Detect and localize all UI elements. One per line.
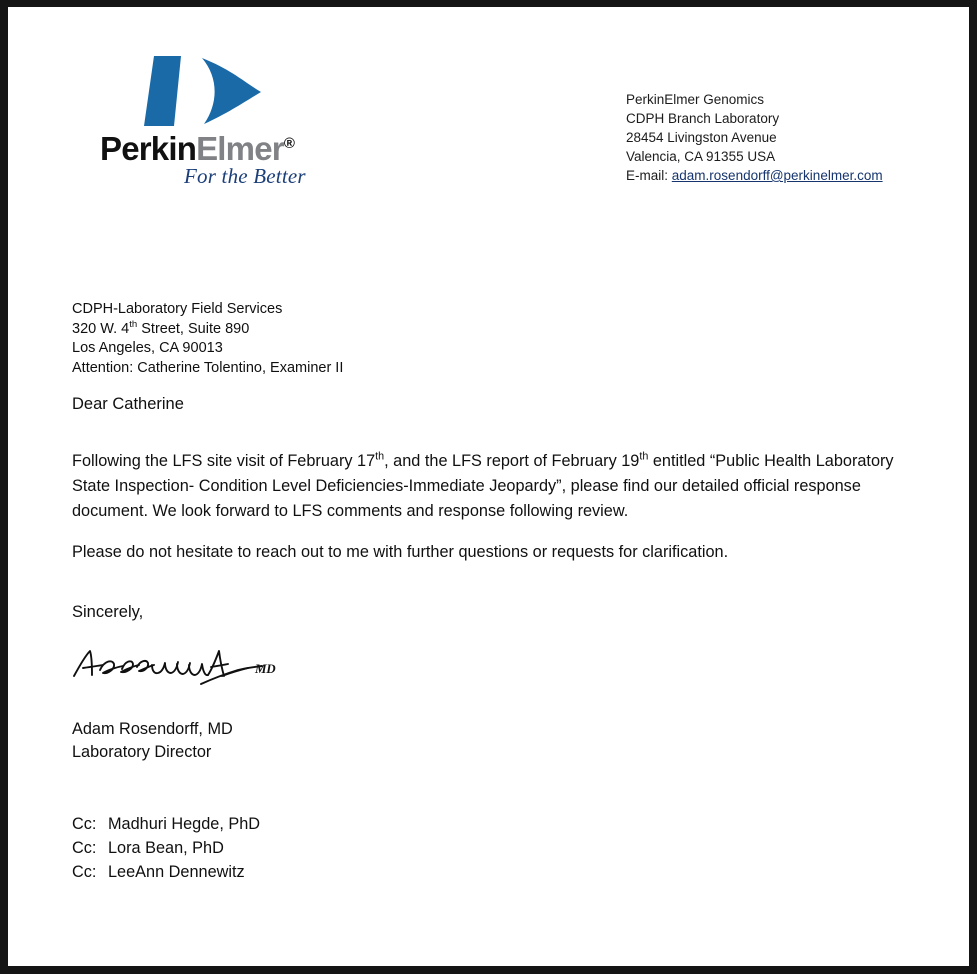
perkinelmer-wordmark [100,126,324,167]
p1-segment-3: entitled “Public Health Laboratory State Inspection- Condition Level Deficiencies-Immediate Jeopardy”, please find our detailed official response document. We look forward to LFS comments and response following review. [72,452,894,520]
cc-recipient-name: LeeAnn Dennewitz [108,863,245,881]
wordmark-perkin: Perkin [100,130,197,167]
cc-list [72,812,260,884]
cc-recipient-name: Madhuri Hegde, PhD [108,815,261,833]
signer-block [72,718,233,764]
body-paragraph-1 [72,449,917,524]
registered-trademark-icon: ® [283,135,295,152]
recipient-address-block [72,300,343,378]
body-paragraph-2: Please do not hesitate to reach out to me with further questions or requests for clarification. [72,543,729,561]
wordmark-elmer: Elmer [196,130,284,167]
cc-recipient-name: Lora Bean, PhD [108,839,224,857]
ordinal-suffix: th [639,450,649,463]
recipient-organization: CDPH-Laboratory Field Services [72,301,283,317]
sender-email-link[interactable]: adam.rosendorff@perkinelmer.com [671,168,883,183]
sender-address-block [626,90,883,185]
email-label: E-mail: [626,168,669,183]
ordinal-suffix: th [375,450,385,463]
cc-label: Cc: [72,863,97,881]
signature-credential: MD [255,661,276,676]
cc-label: Cc: [72,815,97,833]
cc-list-item [72,860,260,884]
logo-tagline: For the Better [184,164,306,188]
salutation: Dear Catherine [72,395,184,413]
cc-list-item [72,812,260,836]
closing-salutation: Sincerely, [72,603,144,621]
cc-label: Cc: [72,839,97,857]
cc-list-item [72,836,260,860]
recipient-attention: Attention: Catherine Tolentino, Examiner II [72,359,344,376]
letter-page [8,7,969,966]
letterhead [8,7,969,207]
sender-city-state-zip: Valencia, CA 91355 USA [626,149,776,164]
perkinelmer-logo [100,52,330,192]
recipient-city-state-zip: Los Angeles, CA 90013 [72,340,223,356]
perkinelmer-logo-mark-icon [140,52,270,130]
p1-segment-2: , and the LFS report of February 19 [384,452,640,470]
recipient-street: 320 W. 4th Street, Suite 890 [72,318,250,337]
handwritten-signature [70,643,300,697]
sender-company: PerkinElmer Genomics [626,92,765,107]
sender-lab: CDPH Branch Laboratory [626,111,780,126]
sender-street: 28454 Livingston Avenue [626,130,777,145]
signer-title: Laboratory Director [72,743,212,761]
p1-segment-1: Following the LFS site visit of February 17 [72,452,376,470]
ordinal-suffix: th [129,318,138,330]
signer-name: Adam Rosendorff, MD [72,720,233,738]
sender-email-line [626,166,883,185]
